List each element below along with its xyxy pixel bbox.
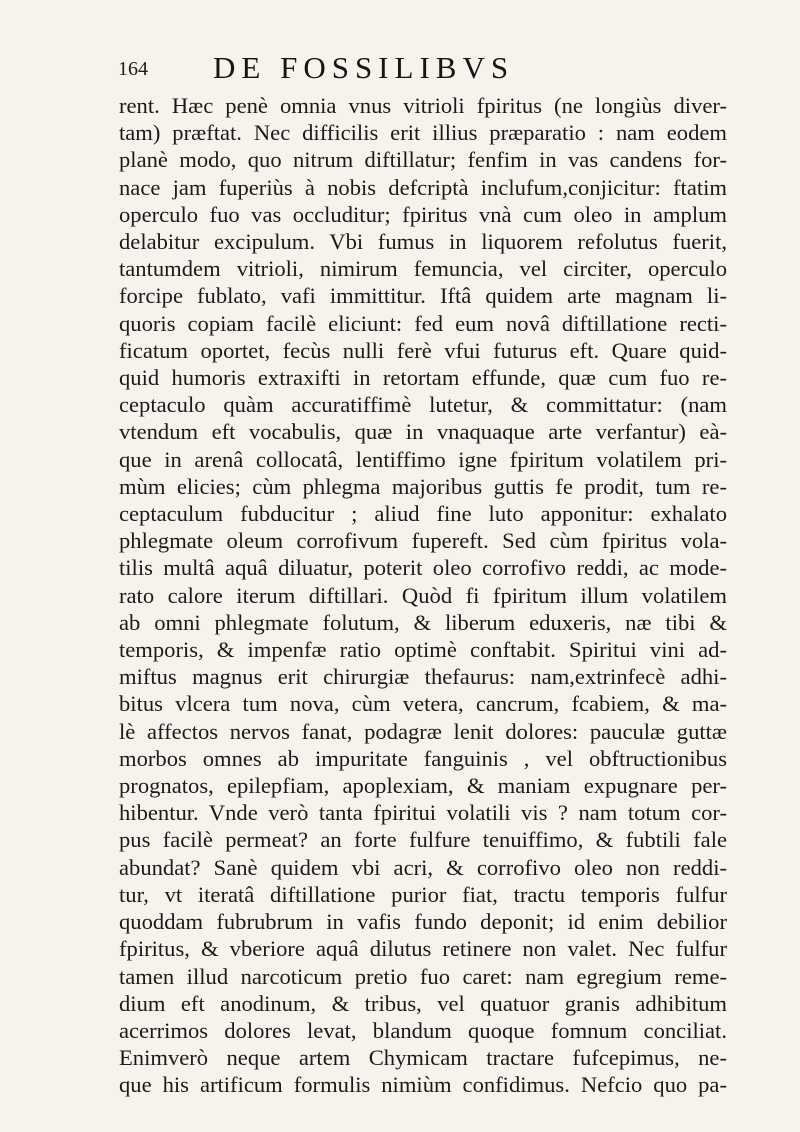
- text-line: fpiritus, & vberiore aquâ dilutus retinere non valet. Nec fulfur: [119, 936, 727, 962]
- text-line: tam) præftat. Nec difficilis erit illius præparatio : nam eodem: [119, 120, 727, 146]
- text-line: quoddam fubrubrum in vafis fundo deponit; id enim debilior: [119, 909, 727, 935]
- text-line: tur, vt iteratâ diftillatione purior fiat, tractu temporis fulfur: [119, 881, 727, 907]
- text-line: ficatum oportet, fecùs nulli ferè vfui futurus eft. Quare quid-: [119, 337, 727, 363]
- text-line: que in arenâ collocatâ, lentiffimo igne fpiritum volatilem pri-: [119, 446, 727, 472]
- text-line: miftus magnus erit chirurgiæ thefaurus: nam,extrinfecè adhi-: [119, 664, 727, 690]
- text-line: tamen illud narcoticum pretio fuo caret: nam egregium reme-: [119, 963, 727, 989]
- text-line: delabitur excipulum. Vbi fumus in liquorem refolutus fuerit,: [119, 229, 727, 255]
- text-line: vtendum eft vocabulis, quæ in vnaquaque arte verfantur) eà-: [119, 419, 727, 445]
- text-line: planè modo, quo nitrum diftillatur; fenfim in vas candens for-: [119, 147, 727, 173]
- text-line: operculo fuo vas occluditur; fpiritus vnà cum oleo in amplum: [119, 201, 727, 227]
- text-line: quoris copiam facilè eliciunt: fed eum novâ diftillatione recti-: [119, 310, 727, 336]
- text-line: Enimverò neque artem Chymicam tractare fufcepimus, ne-: [119, 1045, 727, 1071]
- text-line: rent. Hæc penè omnia vnus vitrioli fpiritus (ne longiùs diver-: [119, 93, 727, 118]
- page-header: [118, 40, 698, 88]
- text-line: temporis, & impenfæ ratio optimè conftabit. Spiritui vini ad-: [119, 637, 727, 663]
- text-line: prognatos, epilepfiam, apoplexiam, & maniam expugnare per-: [119, 773, 727, 799]
- text-line: ceptaculo quàm accuratiffimè lutetur, & committatur: (nam: [119, 392, 727, 418]
- page-number: 164: [118, 58, 148, 80]
- text-line: abundat? Sanè quidem vbi acri, & corrofivo oleo non reddi-: [119, 854, 727, 880]
- text-line: hibentur. Vnde verò tanta fpiritui volatili vis ? nam totum cor-: [119, 800, 727, 826]
- text-line: acerrimos dolores levat, blandum quoque fomnum conciliat.: [119, 1017, 727, 1043]
- text-line: bitus vlcera tum nova, cùm vetera, cancrum, fcabiem, & ma-: [119, 691, 727, 717]
- running-head: DE FOSSILIBVS: [213, 50, 515, 85]
- text-line: phlegmate oleum corrofivum fupereft. Sed cùm fpiritus vola-: [119, 528, 727, 554]
- text-line: nace jam fuperiùs à nobis defcriptà inclufum,conjicitur: ftatim: [119, 174, 727, 200]
- text-line: ab omni phlegmate folutum, & liberum eduxeris, næ tibi &: [119, 609, 727, 635]
- text-line: dium eft anodinum, & tribus, vel quatuor granis adhibitum: [119, 990, 727, 1016]
- text-line: tantumdem vitrioli, nimirum femuncia, vel circiter, operculo: [119, 256, 727, 282]
- text-line: pus facilè permeat? an forte fulfure tenuiffimo, & fubtili fale: [119, 827, 727, 853]
- text-line: ceptaculum fubducitur ; aliud fine luto apponitur: exhalato: [119, 501, 727, 527]
- text-line: que his artificum formulis nimiùm confidimus. Nefcio quo pa-: [119, 1072, 727, 1098]
- text-line: rato calore iterum diftillari. Quòd fi fpiritum illum volatilem: [119, 582, 727, 608]
- text-line: quid humoris extraxifti in retortam effunde, quæ cum fuo re-: [119, 365, 727, 391]
- body-text: [119, 92, 727, 1099]
- text-line: mùm elicies; cùm phlegma majoribus guttis fe prodit, tum re-: [119, 473, 727, 499]
- text-line: tilis multâ aquâ diluatur, poterit oleo corrofivo reddi, ac mode-: [119, 555, 727, 581]
- text-line: lè affectos nervos fanat, podagræ lenit dolores: pauculæ guttæ: [119, 718, 727, 744]
- text-line: forcipe fublato, vafi immittitur. Iftâ quidem arte magnam li-: [119, 283, 727, 309]
- text-line: morbos omnes ab impuritate fanguinis , vel obftructionibus: [119, 745, 727, 771]
